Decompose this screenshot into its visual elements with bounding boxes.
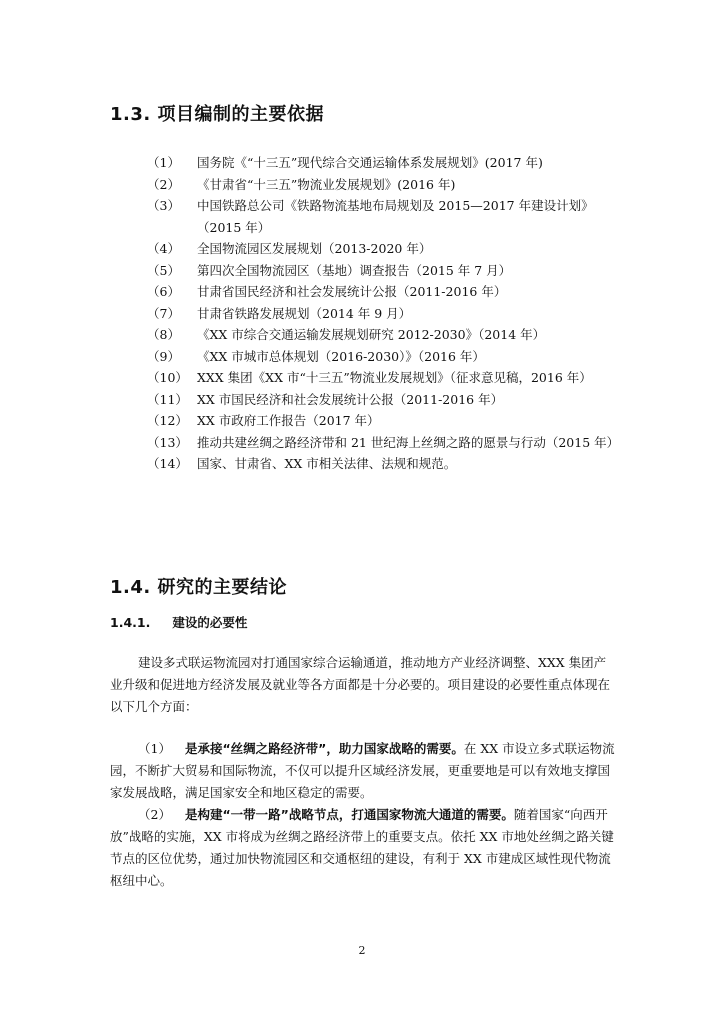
item-number: （2） (147, 176, 180, 192)
list-item (147, 195, 627, 238)
intro-paragraph: 建设多式联运物流园对打通国家综合运输通道，推动地方产业经济调整、XXX 集团产业升级和促进地方经济发展及就业等各方面都是十分必要的。项目建设的必要性重点体现在以下几个方面： (110, 655, 611, 714)
list-item (147, 346, 627, 368)
subsection-number: 1.4.1. (110, 615, 151, 630)
item-number: （6） (147, 284, 180, 299)
paragraph-number: （1） (138, 741, 171, 756)
list-item (147, 303, 627, 325)
list-item (147, 453, 627, 475)
list-item (147, 281, 627, 303)
item-number: （10） (147, 370, 188, 385)
necessity-paragraph-2 (110, 804, 618, 892)
list-item (147, 410, 627, 432)
item-text: 甘肃省国民经济和社会发展统计公报（2011-2016 年） (197, 284, 507, 299)
item-text: 第四次全国物流园区（基地）调查报告（2015 年 7 月） (197, 262, 512, 278)
item-text: 甘肃省铁路发展规划（2014 年 9 月） (197, 305, 412, 321)
reference-list (147, 152, 627, 475)
item-text: 《XX 市城市总体规划（2016-2030）》（2016 年） (197, 348, 485, 364)
section-heading-1-4: 1.4. 研究的主要结论 (110, 577, 287, 598)
paragraph-number: （2） (138, 807, 171, 822)
list-item (147, 324, 627, 346)
item-number: （13） (147, 434, 188, 450)
list-item (147, 174, 627, 196)
item-text: XX 市国民经济和社会发展统计公报（2011-2016 年） (197, 391, 504, 407)
item-text: 全国物流园区发展规划（2013-2020 年） (197, 241, 432, 256)
item-text: 国务院《“十三五”现代综合交通运输体系发展规划》(2017 年) (197, 155, 543, 170)
paragraph-text: 在 XX 市设立多式联运物流园，不断扩大贸易和国际物流，不仅可以提升区域经济发展，更重要地是可以有效地支撑国家发展战略，满足国家安全和地区稳定的需要。 (110, 741, 615, 800)
list-item (147, 389, 627, 411)
item-text: 中国铁路总公司《铁路物流基地布局规划及 2015—2017 年建设计划》（2015 年） (197, 198, 594, 235)
item-text: XXX 集团《XX 市“十三五”物流业发展规划》（征求意见稿，2016 年） (197, 370, 592, 385)
list-item (147, 432, 627, 454)
section-heading-1-3: 1.3. 项目编制的主要依据 (110, 104, 324, 125)
paragraph-text: 随着国家“向西开放”战略的实施，XX 市将成为丝绸之路经济带上的重要支点。依托 XX 市地处丝绸之路关键节点的区位优势，通过加快物流园区和交通枢纽的建设，有利于 XX 市建成区域性现代物流枢纽中心。 (110, 807, 614, 888)
list-item (147, 152, 627, 174)
item-number: （4） (147, 241, 180, 256)
item-text: 国家、甘肃省、XX 市相关法律、法规和规范。 (197, 456, 457, 471)
subsection-title: 建设的必要性 (172, 615, 248, 630)
bold-lead: 是承接“丝绸之路经济带”，助力国家战略的需要。 (184, 741, 464, 756)
item-number: （9） (147, 348, 180, 364)
item-number: （1） (147, 155, 180, 170)
item-text: XX 市政府工作报告（2017 年） (197, 413, 380, 428)
list-item (147, 238, 627, 260)
item-number: （11） (147, 391, 188, 407)
item-number: （5） (147, 262, 180, 278)
page-number: 2 (358, 944, 366, 957)
item-number: （12） (147, 413, 188, 428)
subsection-heading-1-4-1 (110, 613, 247, 631)
item-text: 《XX 市综合交通运输发展规划研究 2012-2030》（2014 年） (197, 327, 546, 342)
bold-lead: 是构建“一带一路”战略节点，打通国家物流大通道的需要。 (184, 807, 514, 822)
item-number: （8） (147, 327, 180, 342)
list-item (147, 367, 627, 389)
item-number: （14） (147, 456, 188, 471)
item-text: 推动共建丝绸之路经济带和 21 世纪海上丝绸之路的愿景与行动（2015 年） (197, 434, 620, 450)
item-number: （3） (147, 198, 180, 213)
necessity-paragraph-1 (110, 738, 618, 804)
item-number: （7） (147, 305, 180, 321)
item-text: 《甘肃省“十三五”物流业发展规划》(2016 年) (197, 176, 456, 192)
list-item (147, 260, 627, 282)
